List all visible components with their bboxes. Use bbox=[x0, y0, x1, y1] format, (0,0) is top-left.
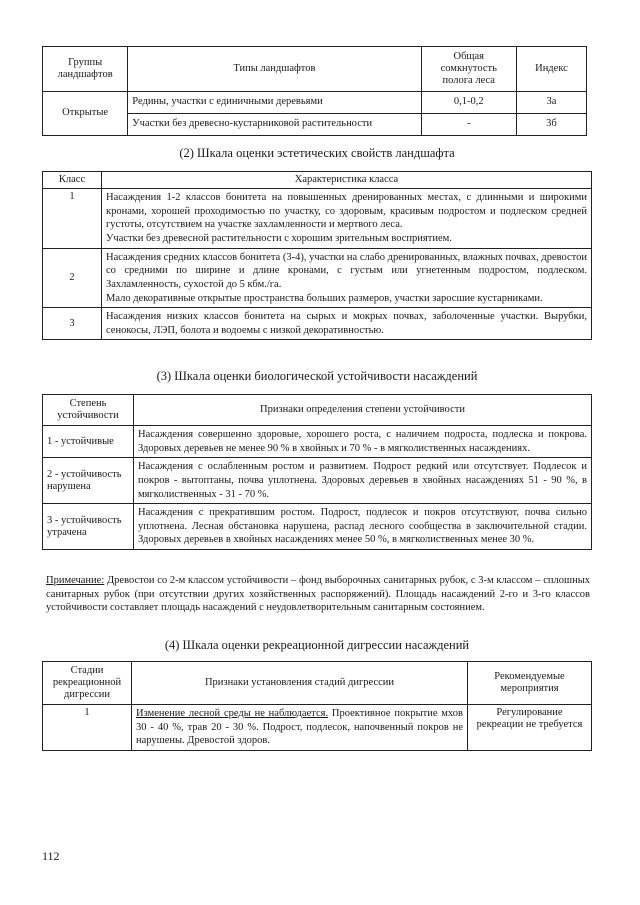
stability-scale-table bbox=[42, 394, 592, 550]
closure-cell: 0,1-0,2 bbox=[421, 92, 516, 114]
type-cell: Участки без древесно-кустарниковой растительности bbox=[128, 114, 421, 136]
degree-cell: 3 - устойчивость утрачена bbox=[43, 504, 134, 550]
degree-cell: 2 - устойчивость нарушена bbox=[43, 458, 134, 504]
class-cell: 3 bbox=[43, 308, 102, 340]
note-paragraph bbox=[46, 574, 590, 615]
column-header: Характеристика класса bbox=[102, 172, 592, 189]
action-cell: Регулирование рекреации не требуется bbox=[468, 705, 592, 751]
index-cell: 3а bbox=[516, 92, 586, 114]
column-header: Класс bbox=[43, 172, 102, 189]
description-cell: Насаждения с прекратившим ростом. Подрост, подлесок и покров отсутствуют, почва сильно уплотнена. Лесная обстановка нарушена, распад лесного сообщества в заключительной стадии. Здоровых деревьев в хвойных насаждениях менее 50 %, в мягколиственных менее 30 %. bbox=[134, 504, 592, 550]
group-cell: Открытые bbox=[43, 92, 128, 136]
column-header: Индекс bbox=[516, 47, 586, 92]
degree-cell: 1 - устойчивые bbox=[43, 426, 134, 458]
description-text-extra: Мало декоративные открытые пространства больших размеров, участки заросшие кустарниками. bbox=[106, 292, 543, 304]
table-row bbox=[43, 705, 592, 751]
section-caption: (2) Шкала оценки эстетических свойств ландшафта bbox=[179, 146, 455, 160]
stage-cell: 1 bbox=[43, 705, 132, 751]
table-row bbox=[43, 426, 592, 458]
description-cell: Насаждения низких классов бонитета на сырых и мокрых почвах, заболоченные участки. Вырубки, сенокосы, ЛЭП, болота и водоемы с низкой декоративностью. bbox=[102, 308, 592, 340]
table-header-row bbox=[43, 662, 592, 705]
table-row bbox=[43, 504, 592, 550]
note-text: Древостои со 2-м классом устойчивости – фонд выборочных санитарных рубок, с 3-м классом – сплошных санитарных рубок (при отсутствии других хозяйственных распоряжений). Площадь насаждений 2-го и 3-го классов устойчивости составляет площадь насаждений с неудовлетворительным санитарным состоянием. bbox=[46, 575, 590, 614]
section-caption: (4) Шкала оценки рекреационной дигрессии насаждений bbox=[164, 638, 470, 652]
description-text: Насаждения средних классов бонитета (3-4), участки на слабо дренированных, влажных почвах, древостои со средними по ширине и длине кронами, с густым или угнетенным подростом, подлеском. Захламленность, сухостой до 5 кбм./га. bbox=[106, 251, 587, 290]
description-underlined: Изменение лесной среды не наблюдается. bbox=[136, 708, 329, 719]
description-cell bbox=[102, 189, 592, 249]
table-header-row bbox=[43, 395, 592, 426]
index-cell: 3б bbox=[516, 114, 586, 136]
column-header: Типы ландшафтов bbox=[128, 47, 421, 92]
class-cell: 2 bbox=[43, 248, 102, 308]
description-cell bbox=[102, 248, 592, 308]
column-header: Группы ландшафтов bbox=[43, 47, 128, 92]
closure-cell: - bbox=[421, 114, 516, 136]
column-header: Общая сомкнутость полога леса bbox=[421, 47, 516, 92]
description-text-extra: Участки без древесной растительности с хорошим зрительным восприятием. bbox=[106, 232, 452, 244]
column-header: Признаки определения степени устойчивости bbox=[134, 395, 592, 426]
table-row bbox=[43, 92, 587, 114]
description-rest: Проективное покрытие мхов 30 - 40 %, трав 20 - 30 %. Подрост, подлесок, напочвенный покров не нарушены. Древостой здоров. bbox=[136, 708, 463, 747]
column-header: Степень устойчивости bbox=[43, 395, 134, 426]
page-number: 112 bbox=[42, 849, 60, 863]
section-caption: (3) Шкала оценки биологической устойчивости насаждений bbox=[156, 369, 478, 383]
table-row bbox=[43, 308, 592, 340]
column-header: Рекомендуемые мероприятия bbox=[468, 662, 592, 705]
description-cell bbox=[132, 705, 468, 751]
landscape-groups-table bbox=[42, 46, 587, 136]
table-header-row bbox=[43, 47, 587, 92]
note-label: Примечание: bbox=[46, 575, 105, 586]
recreational-digression-table bbox=[42, 661, 592, 751]
table-row bbox=[43, 189, 592, 249]
table-row bbox=[43, 248, 592, 308]
description-cell: Насаждения совершенно здоровые, хорошего роста, с наличием подроста, подлеска и покрова. Здоровых деревьев не менее 90 % в хвойных и 70 % - в мягколиственных насаждениях. bbox=[134, 426, 592, 458]
type-cell: Редины, участки с единичными деревьями bbox=[128, 92, 421, 114]
column-header: Стадии рекреационной дигрессии bbox=[43, 662, 132, 705]
description-text: Насаждения 1-2 классов бонитета на повышенных дренированных местах, с длинными и широкими кронами, хорошей проходимостью по участку, со здоровым, красивым подростом и подлеском средней густоты, отсутствием на участке захламленности и мертвого леса. bbox=[106, 192, 587, 231]
aesthetic-scale-table bbox=[42, 171, 592, 340]
table-row bbox=[43, 458, 592, 504]
column-header: Признаки установления стадий дигрессии bbox=[132, 662, 468, 705]
description-cell: Насаждения с ослабленным ростом и развитием. Подрост редкий или отсутствует. Подлесок и покров - вытоптаны, почва уплотнена. Здоровых деревьев в хвойных насаждениях 51 - 90 %, в мягколиственных - 31 - 70 %. bbox=[134, 458, 592, 504]
class-cell: 1 bbox=[43, 189, 102, 249]
table-header-row bbox=[43, 172, 592, 189]
